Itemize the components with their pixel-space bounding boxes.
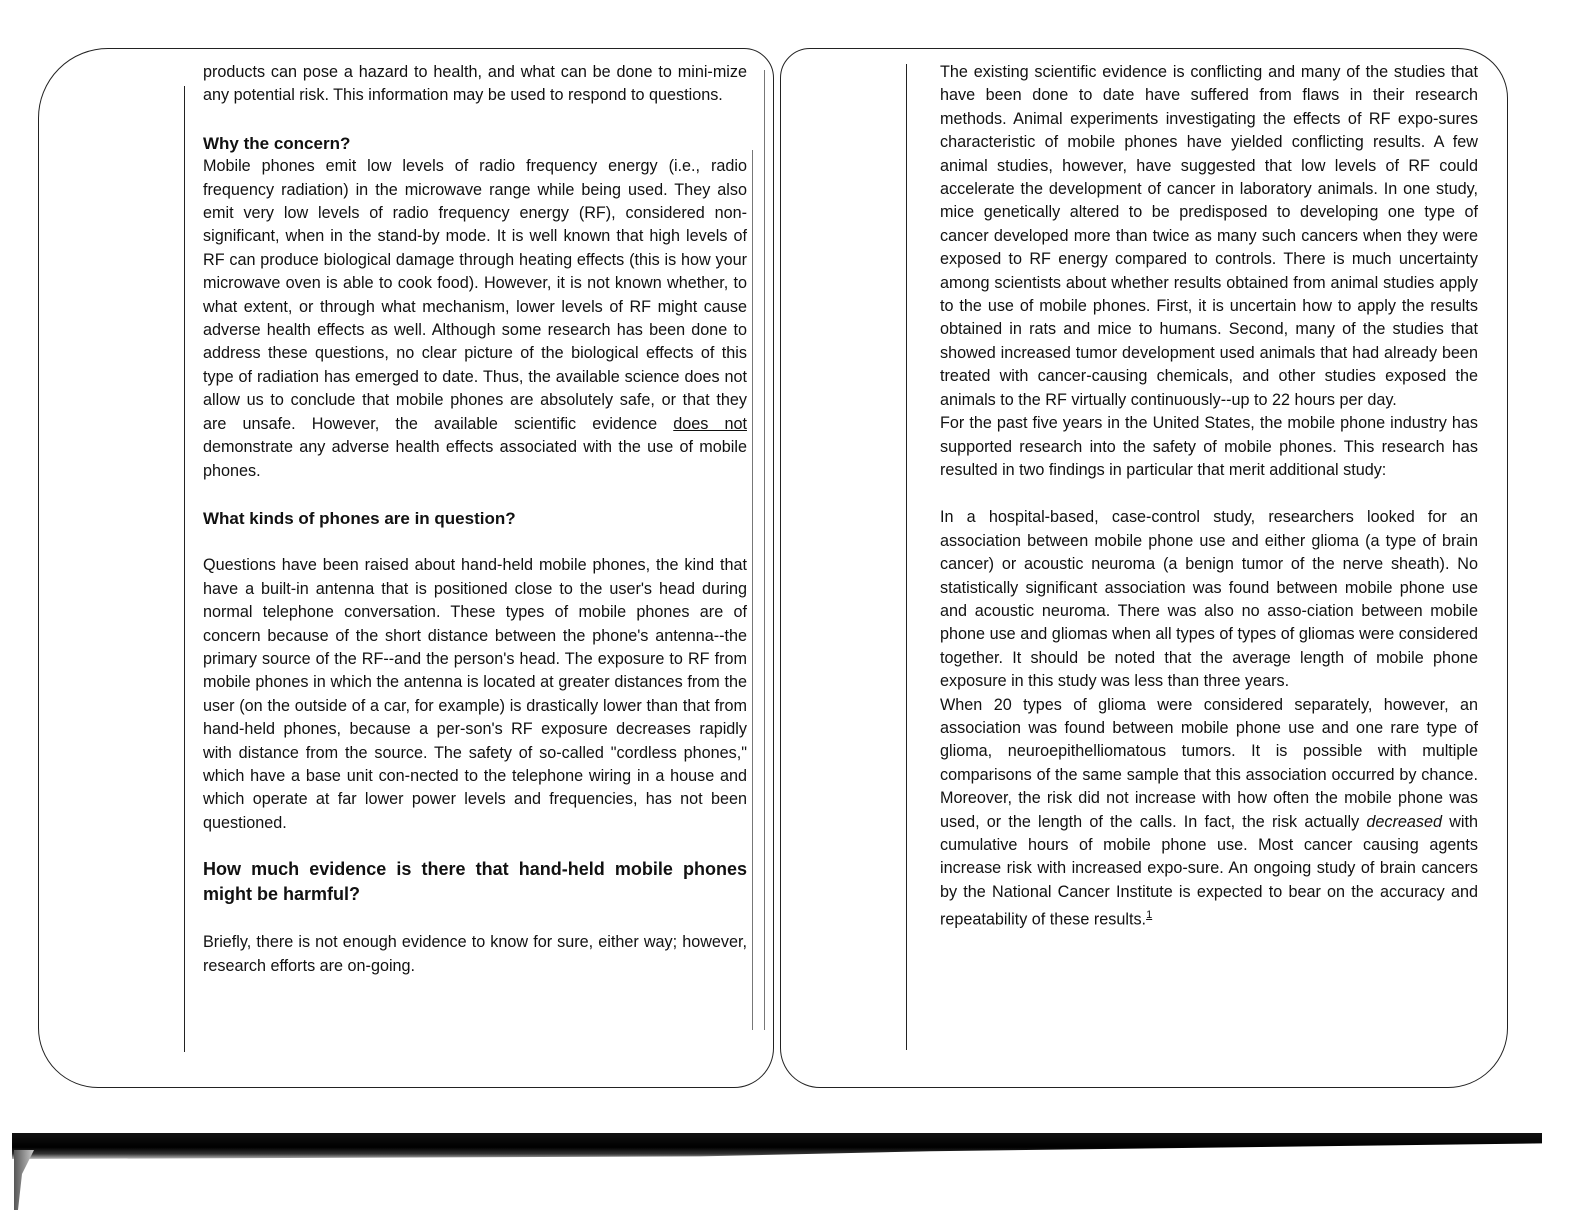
heading-evidence: How much evidence is there that hand-held mobile phones might be harmful? xyxy=(203,859,747,905)
existing-evidence-paragraph: The existing scientific evidence is conflicting and many of the studies that have been done to date have suffered from flaws in their research methods. Animal experiments investigating the effects of RF expo-sures characteristic of mobile phones have yielded conflicting results. A few animal studies, however, have suggested that low levels of RF could accelerate the development of cancer in laboratory animals. In one study, mice genetically altered to be predisposed to developing one type of cancer developed more than twice as many such cancers when they were exposed to RF energy compared to controls. There is much uncertainty among scientists about whether results obtained from animal studies apply to the use of mobile phones. First, it is uncertain how to apply the results obtained in rats and mice to humans. Second, many of the studies that showed increased tumor development used animals that had already been treated with cancer-causing chemicals, and other studies exposed the animals to the RF virtually continuously--up to 22 hours per day. xyxy=(940,63,1478,409)
heading-phone-kinds: What kinds of phones are in question? xyxy=(203,508,516,528)
decreased-emphasis: decreased xyxy=(1366,812,1443,831)
phone-kinds-paragraph: Questions have been raised about hand-held mobile phones, the kind that have a built-in antenna that is positioned close to the user's head during normal telephone conversation. These types of mobile phones are of concern because of the short distance between the phone's antenna--the primary source of the RF--and the person's head. The exposure to RF from mobile phones in which the antenna is located at greater distances from the user (on the outside of a car, for example) is drastically lower than that from hand-held phones, because a per-son's RF exposure decreases rapidly with distance from the source. The safety of so-called "cordless phones," which have a base unit con-nected to the telephone wiring in a house and which operate at far lower power levels and frequencies, has not been questioned. xyxy=(203,556,747,832)
evidence-paragraph: Briefly, there is not enough evidence to know for sure, either way; however, research efforts are on-going. xyxy=(203,933,747,975)
why-concern-text-b: demonstrate any adverse health effects associated with the use of mobile phones. xyxy=(203,438,747,480)
industry-research-paragraph: For the past five years in the United States, the mobile phone industry has supported research into the safety of mobile phones. This research has resulted in two findings in particular that merit additional study: xyxy=(940,414,1478,479)
heading-why-concern: Why the concern? xyxy=(203,133,351,153)
finding-2-paragraph xyxy=(940,694,1478,932)
finding-1-paragraph: In a hospital-based, case-control study, researchers looked for an association between mobile phone use and either glioma (a type of brain cancer) or acoustic neuroma (a benign tumor of the nerve sheath). No statistically significant association was found between mobile phone use and acoustic neuroma. There was also no asso-ciation between mobile phone use and gliomas when all types of types of gliomas were considered together. It should be noted that the average length of mobile phone exposure in this study was less than three years. xyxy=(940,508,1478,691)
footnote-reference[interactable]: 1 xyxy=(1146,909,1153,922)
why-concern-paragraph xyxy=(203,155,747,483)
scanner-edge-bar xyxy=(12,1133,1542,1159)
left-page-edge-rule xyxy=(752,150,753,1030)
why-concern-text-a: Mobile phones emit low levels of radio frequency energy (i.e., radio frequency radiation) in the microwave range while being used. They also emit very low levels of radio frequency energy (RF), considered non-significant, when in the stand-by mode. It is well known that high levels of RF can produce biological damage through heating effects (this is how your microwave oven is able to cook food). However, it is not known whether, to what extent, or through what mechanism, lower levels of RF might cause adverse health effects as well. Although some research has been done to address these questions, no clear picture of the biological effects of this type of radiation has emerged to date. Thus, the available science does not allow us to conclude that mobile phones are absolutely safe, or that they are unsafe. However, the available scientific evidence xyxy=(203,157,747,433)
right-page-text xyxy=(940,61,1478,932)
finding-2-text-b: with cumulative hours of mobile phone use. Most cancer causing agents increase risk with increased expo-sure. An ongoing study of brain cancers by the National Cancer Institute is expected to bear on the accuracy and repeatability of these results. xyxy=(940,812,1479,929)
finding-2-text-a: When 20 types of glioma were considered separately, however, an association was found between mobile phone use and one rare type of glioma, neuroepithelliomatous tumors. It is possible with multiple comparisons of the same sample that this association occurred by chance. Moreover, the risk did not increase with how often the mobile phone was used, or the length of the calls. In fact, the risk actually xyxy=(940,695,1478,831)
right-margin-rule xyxy=(906,64,907,1050)
left-page-text xyxy=(203,61,747,978)
scanner-corner-shadow xyxy=(14,1150,34,1210)
left-margin-rule xyxy=(184,86,185,1052)
does-not-emphasis: does not xyxy=(673,414,747,433)
intro-paragraph: products can pose a hazard to health, and what can be done to mini-mize any potential risk. This information may be used to respond to questions. xyxy=(203,63,747,105)
right-page-edge-rule xyxy=(764,70,765,1030)
